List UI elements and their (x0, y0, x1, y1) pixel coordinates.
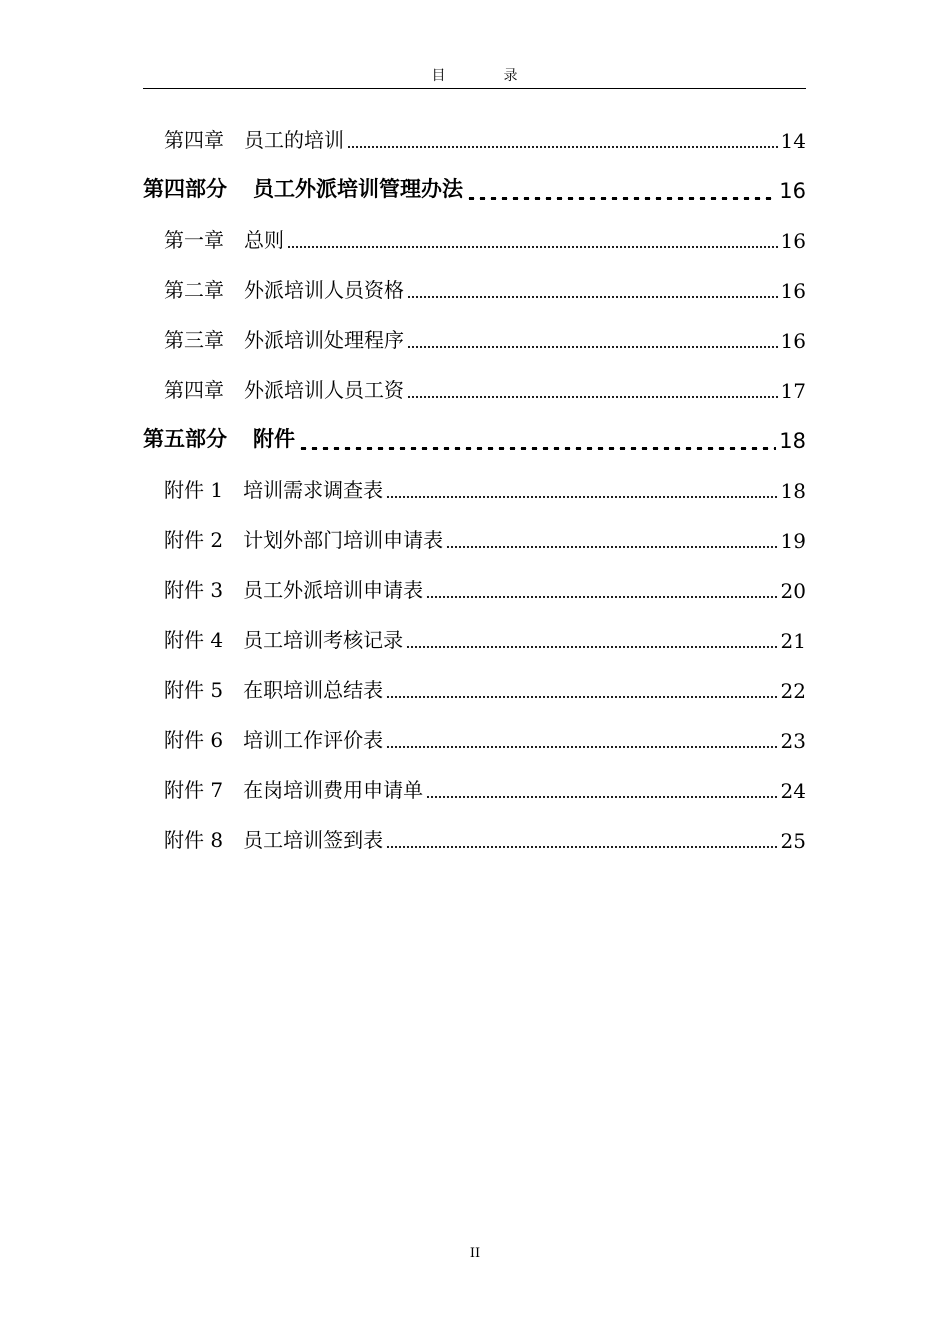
toc-entry[interactable] (143, 515, 806, 565)
toc-entry-title: 在岗培训费用申请单 (243, 778, 424, 802)
toc-entry[interactable] (143, 215, 806, 265)
toc-entry-label: 附件 1 (164, 478, 224, 502)
toc-entry-label: 第三章 (164, 328, 224, 352)
toc-entry-title: 总则 (244, 228, 284, 252)
toc-entry-page: 25 (780, 829, 806, 853)
dot-leader (386, 746, 777, 748)
toc-entry-title: 计划外部门培训申请表 (243, 528, 444, 552)
toc-entry-label: 附件 2 (164, 528, 224, 552)
toc-part-label: 第五部分 (143, 427, 227, 451)
toc-entry[interactable] (143, 315, 806, 365)
toc-entry-label: 附件 5 (164, 678, 224, 702)
toc-entry[interactable] (143, 815, 806, 865)
toc-entry-label: 附件 7 (164, 778, 224, 802)
toc-entry-page: 23 (780, 729, 806, 753)
toc-entry-title: 员工的培训 (244, 128, 344, 152)
toc-entry-page: 21 (780, 629, 806, 653)
page-number: II (469, 1246, 481, 1261)
table-of-contents (143, 115, 806, 865)
dot-leader (466, 197, 776, 200)
dot-leader (347, 146, 778, 148)
toc-entry-title: 员工外派培训申请表 (243, 578, 424, 602)
toc-entry-label: 第一章 (164, 228, 224, 252)
toc-entry[interactable] (143, 765, 806, 815)
toc-entry[interactable] (143, 465, 806, 515)
toc-entry-label: 附件 3 (164, 578, 224, 602)
toc-entry-title: 外派培训处理程序 (244, 328, 404, 352)
toc-entry-page: 24 (780, 779, 806, 803)
toc-entry-label: 附件 6 (164, 728, 224, 752)
page-footer (0, 1246, 950, 1261)
toc-entry-page: 20 (780, 579, 806, 603)
dot-leader (426, 596, 777, 598)
toc-entry[interactable] (143, 365, 806, 415)
toc-part-page: 16 (779, 179, 806, 203)
dot-leader (386, 846, 777, 848)
toc-entry[interactable] (143, 115, 806, 165)
toc-entry-title: 外派培训人员工资 (244, 378, 404, 402)
dot-leader (407, 396, 778, 398)
toc-entry[interactable] (143, 715, 806, 765)
toc-entry-page: 16 (780, 279, 806, 303)
dot-leader (407, 346, 778, 348)
toc-entry[interactable] (143, 265, 806, 315)
toc-entry-label: 第四章 (164, 128, 224, 152)
toc-entry-label: 第二章 (164, 278, 224, 302)
toc-part-title: 员工外派培训管理办法 (253, 177, 463, 201)
toc-entry-page: 22 (780, 679, 806, 703)
dot-leader (407, 296, 778, 298)
toc-entry-title: 员工培训考核记录 (243, 628, 404, 652)
toc-entry[interactable] (143, 565, 806, 615)
toc-entry-label: 附件 8 (164, 828, 224, 852)
toc-entry[interactable] (143, 665, 806, 715)
toc-entry-page: 14 (780, 129, 806, 153)
toc-entry-title: 外派培训人员资格 (244, 278, 404, 302)
toc-entry-label: 附件 4 (164, 628, 224, 652)
dot-leader (446, 546, 777, 548)
toc-entry-page: 19 (780, 529, 806, 553)
dot-leader (386, 696, 777, 698)
toc-entry-page: 18 (780, 479, 806, 503)
toc-entry-title: 员工培训签到表 (243, 828, 384, 852)
toc-part-entry[interactable] (143, 165, 806, 215)
toc-part-title: 附件 (253, 427, 295, 451)
dot-leader (287, 246, 778, 248)
dot-leader (298, 447, 776, 450)
toc-part-page: 18 (779, 429, 806, 453)
toc-entry-title: 培训工作评价表 (243, 728, 384, 752)
toc-entry[interactable] (143, 615, 806, 665)
toc-entry-page: 17 (780, 379, 806, 403)
toc-entry-title: 培训需求调查表 (243, 478, 384, 502)
running-header (143, 64, 806, 89)
toc-entry-label: 第四章 (164, 378, 224, 402)
header-title: 目录 (431, 68, 576, 84)
toc-entry-title: 在职培训总结表 (243, 678, 384, 702)
dot-leader (386, 496, 777, 498)
dot-leader (406, 646, 777, 648)
dot-leader (426, 796, 777, 798)
toc-entry-page: 16 (780, 229, 806, 253)
toc-entry-page: 16 (780, 329, 806, 353)
toc-part-entry[interactable] (143, 415, 806, 465)
toc-part-label: 第四部分 (143, 177, 227, 201)
